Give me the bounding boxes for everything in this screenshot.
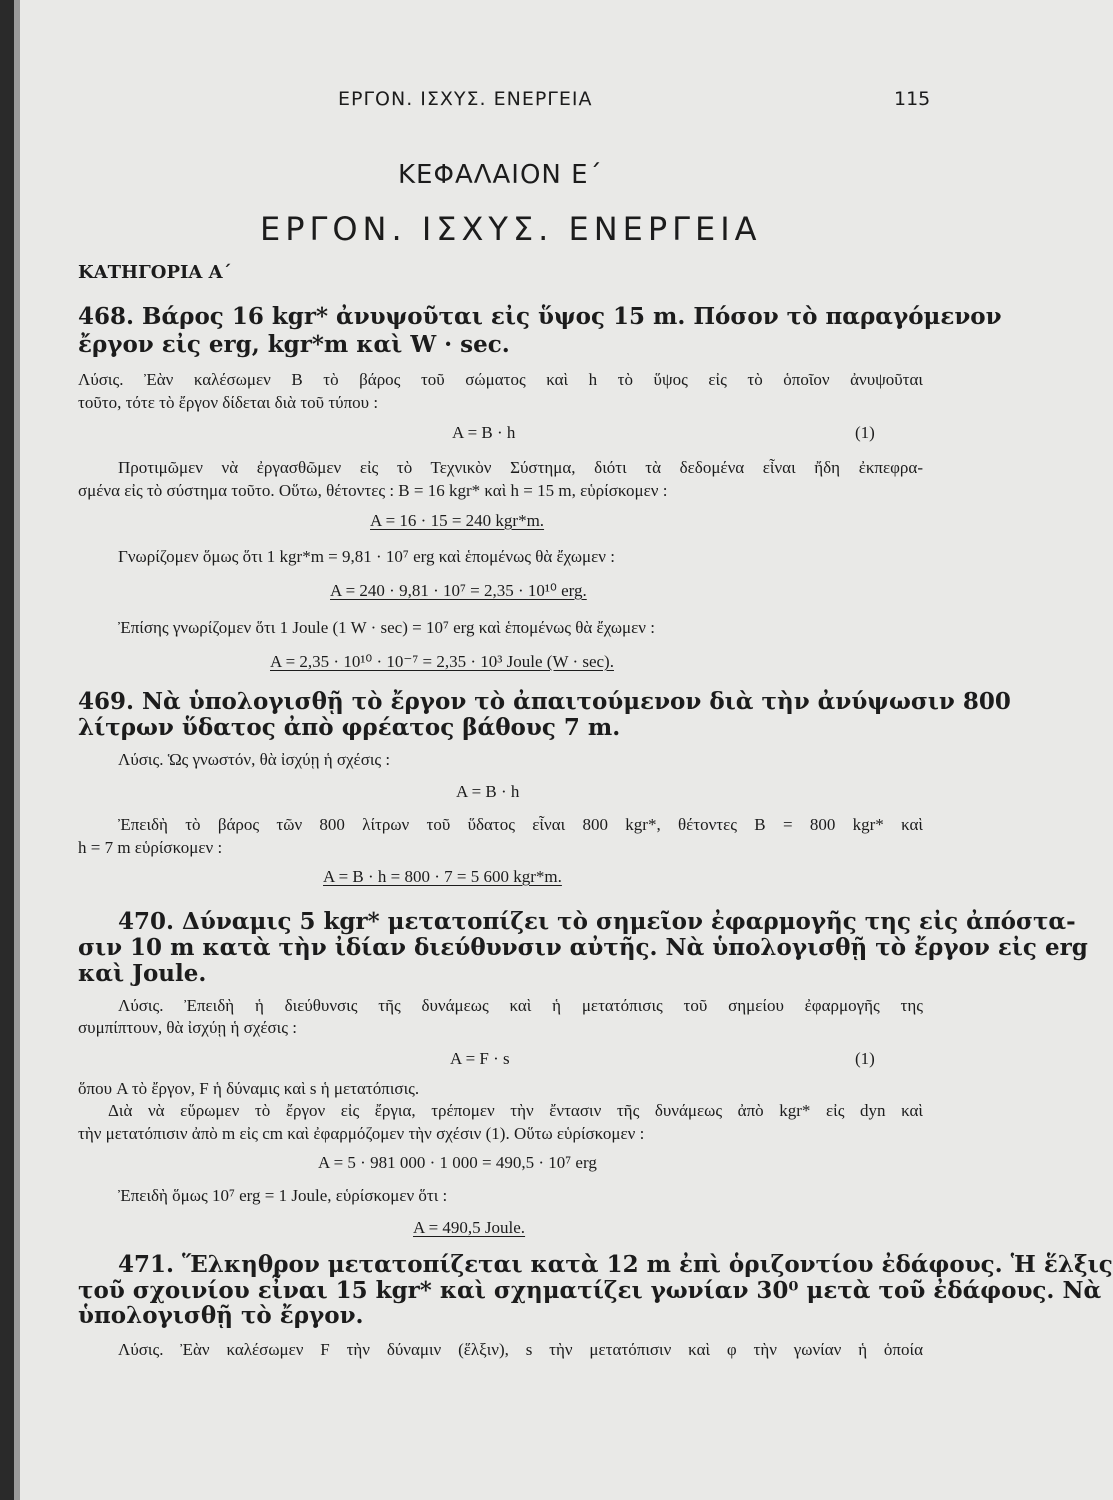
running-header: ΕΡΓΟΝ. ΙΣΧΥΣ. ΕΝΕΡΓΕΙΑ (338, 88, 593, 110)
problem-470-formula-2: A = 5 · 981 000 · 1 000 = 490,5 · 10⁷ erg (318, 1153, 597, 1172)
problem-468-formula-4: A = 2,35 · 10¹⁰ · 10⁻⁷ = 2,35 · 10³ Joule (W · sec). (270, 652, 614, 671)
problem-469-formula-2: A = B · h = 800 · 7 = 5 600 kgr*m. (323, 867, 562, 886)
problem-468-solution-line-5: Γνωρίζομεν ὅμως ὅτι 1 kgr*m = 9,81 · 10⁷ erg καὶ ἑπομένως θὰ ἔχωμεν : (118, 547, 615, 566)
problem-469-solution-line-1: Λύσις. Ὡς γνωστόν, θὰ ἰσχύῃ ἡ σχέσις : (118, 750, 391, 769)
problem-470-statement-line-1: 470. Δύναμις 5 kgr* μετατοπίζει τὸ σημεῖον ἐφαρμογῆς της εἰς ἀπόστα- (118, 908, 1076, 935)
problem-468-formula-1: A = B · h (452, 423, 516, 442)
problem-471-solution-line-1: Λύσις. Ἐὰν καλέσωμεν F τὴν δύναμιν (ἕλξιν), s τὴν μετατόπισιν καὶ φ τὴν γωνίαν ἡ ὁποία (118, 1340, 923, 1359)
problem-470-statement-line-2: σιν 10 m κατὰ τὴν ἰδίαν διεύθυνσιν αὐτῆς. Νὰ ὑπολογισθῇ τὸ ἔργον εἰς erg (78, 934, 1088, 961)
problem-469-solution-line-2: Ἐπειδὴ τὸ βάρος τῶν 800 λίτρων τοῦ ὕδατος εἶναι 800 kgr*, θέτοντες B = 800 kgr* καὶ (118, 815, 923, 834)
problem-471-statement-line-3: ὑπολογισθῇ τὸ ἔργον. (78, 1302, 364, 1329)
problem-470-formula-3: A = 490,5 Joule. (413, 1218, 526, 1237)
problem-468-formula-3: A = 240 · 9,81 · 10⁷ = 2,35 · 10¹⁰ erg. (330, 581, 587, 600)
problem-471-statement-line-1: 471. Ἕλκηθρον μετατοπίζεται κατὰ 12 m ἐπὶ ὁριζοντίου ἐδάφους. Ἡ ἕλξις (118, 1251, 1113, 1278)
problem-470-solution-line-2: συμπίπτουν, θὰ ἰσχύῃ ἡ σχέσις : (78, 1018, 297, 1037)
problem-468-formula-2: A = 16 · 15 = 240 kgr*m. (370, 511, 545, 530)
problem-471-statement-line-2: τοῦ σχοινίου εἶναι 15 kgr* καὶ σχηματίζει γωνίαν 30⁰ μετὰ τοῦ ἐδάφους. Νὰ (78, 1277, 1102, 1304)
problem-470-statement-line-3: καὶ Joule. (78, 960, 207, 987)
problem-468-equation-number: (1) (855, 423, 875, 442)
chapter-label: ΚΕΦΑΛΑΙΟΝ Ε΄ (398, 160, 603, 190)
page-number: 115 (894, 88, 931, 110)
page-binding-edge (14, 0, 20, 1500)
problem-470-solution-line-4: Διὰ νὰ εὕρωμεν τὸ ἔργον εἰς ἔργια, τρέπομεν τὴν ἔντασιν τῆς δυνάμεως ἀπὸ kgr* εἰς dyn καὶ (108, 1101, 923, 1120)
problem-468-solution-line-3: Προτιμῶμεν νὰ ἐργασθῶμεν εἰς τὸ Τεχνικὸν Σύστημα, διότι τὰ δεδομένα εἶναι ἤδη ἐκπεφρα- (118, 458, 923, 477)
problem-470-equation-number: (1) (855, 1049, 875, 1068)
problem-468-statement-line-2: ἔργον εἰς erg, kgr*m καὶ W · sec. (78, 331, 510, 358)
problem-470-solution-line-5: τὴν μετατόπισιν ἀπὸ m εἰς cm καὶ ἐφαρμόζομεν τὴν σχέσιν (1). Οὕτω εὑρίσκομεν : (78, 1124, 645, 1143)
problem-469-statement-line-2: λίτρων ὕδατος ἀπὸ φρέατος βάθους 7 m. (78, 714, 621, 741)
problem-469-formula-1: A = B · h (456, 782, 520, 801)
problem-470-solution-line-6: Ἐπειδὴ ὅμως 10⁷ erg = 1 Joule, εὑρίσκομεν ὅτι : (118, 1186, 448, 1205)
problem-470-solution-line-3: ὅπου A τὸ ἔργον, F ἡ δύναμις καὶ s ἡ μετατόπισις. (78, 1079, 420, 1098)
problem-468-solution-line-4: σμένα εἰς τὸ σύστημα τοῦτο. Οὕτω, θέτοντες : B = 16 kgr* καὶ h = 15 m, εὑρίσκομεν : (78, 481, 668, 500)
problem-470-solution-line-1: Λύσις. Ἐπειδὴ ἡ διεύθυνσις τῆς δυνάμεως καὶ ἡ μετατόπισις τοῦ σημείου ἐφαρμογῆς της (118, 996, 923, 1015)
problem-469-solution-line-3: h = 7 m εὑρίσκομεν : (78, 838, 223, 857)
problem-469-statement-line-1: 469. Νὰ ὑπολογισθῇ τὸ ἔργον τὸ ἀπαιτούμενον διὰ τὴν ἀνύψωσιν 800 (78, 688, 1011, 715)
page-binding-shadow (0, 0, 14, 1500)
problem-468-solution-line-2: τοῦτο, τότε τὸ ἔργον δίδεται διὰ τοῦ τύπου : (78, 393, 379, 412)
category-label: ΚΑΤΗΓΟΡΙΑ Α΄ (78, 262, 232, 283)
chapter-title: ΕΡΓΟΝ. ΙΣΧΥΣ. ΕΝΕΡΓΕΙΑ (260, 210, 762, 248)
problem-468-solution-line-6: Ἐπίσης γνωρίζομεν ὅτι 1 Joule (1 W · sec) = 10⁷ erg καὶ ἑπομένως θὰ ἔχωμεν : (118, 618, 655, 637)
problem-470-formula-1: A = F · s (450, 1049, 510, 1068)
problem-468-solution-line-1: Λύσις. Ἐὰν καλέσωμεν B τὸ βάρος τοῦ σώματος καὶ h τὸ ὕψος εἰς τὸ ὁποῖον ἀνυψοῦται (78, 370, 923, 389)
problem-468-statement-line-1: 468. Βάρος 16 kgr* ἀνυψοῦται εἰς ὕψος 15 m. Πόσον τὸ παραγόμενον (78, 303, 1002, 330)
